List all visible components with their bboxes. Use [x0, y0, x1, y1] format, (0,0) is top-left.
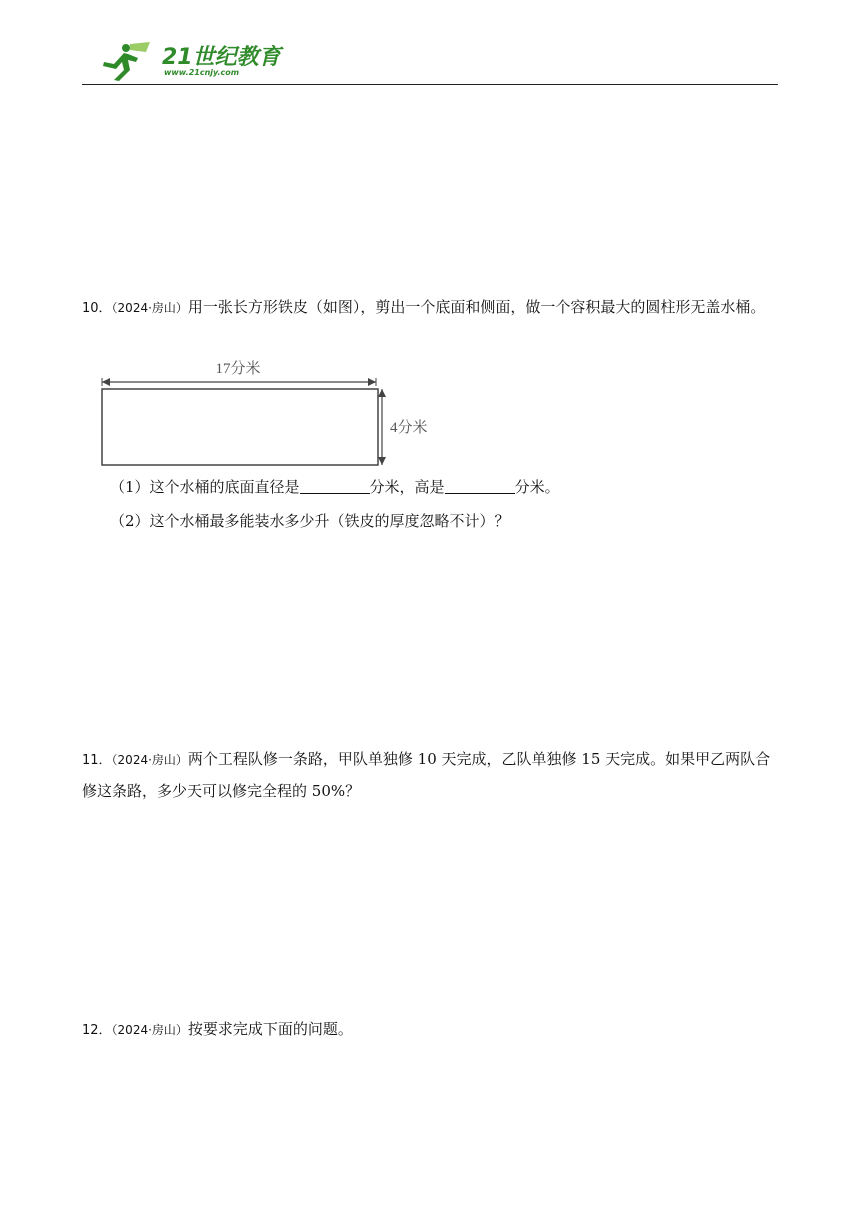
logo-url: www.21cnjy.com — [164, 68, 240, 77]
question-source: （2024·房山） — [111, 301, 188, 315]
part-1-text-b: 分米，高是 — [369, 478, 445, 496]
question-10 — [82, 292, 782, 324]
rectangle-figure — [98, 356, 438, 472]
question-12 — [82, 1014, 782, 1046]
logo-title: 21世纪教育 — [162, 45, 281, 70]
height-arrow-bottom-head — [378, 457, 386, 465]
runner-logo-icon — [100, 40, 160, 82]
height-label: 4分米 — [390, 420, 428, 436]
question-10-part-1 — [110, 475, 560, 499]
height-arrow-top-head — [378, 389, 386, 397]
width-arrow-right-head — [368, 378, 376, 386]
page-header — [82, 38, 778, 86]
sheet-rectangle — [102, 389, 378, 465]
question-source: （2024·房山） — [111, 1023, 188, 1037]
question-number: 10． — [82, 301, 112, 316]
width-label: 17分米 — [215, 361, 261, 377]
question-number: 11． — [82, 753, 112, 768]
question-text: 两个工程队修一条路，甲队单独修 10 天完成，乙队单独修 15 天完成。如果甲乙两队合修这条路，多少天可以修完全程的 50%？ — [82, 750, 771, 800]
part-1-text-a: （1）这个水桶的底面直径是 — [110, 478, 300, 496]
question-number: 12． — [82, 1023, 112, 1038]
header-divider — [82, 84, 778, 85]
question-text: 按要求完成下面的问题。 — [187, 1020, 353, 1038]
question-source: （2024·房山） — [111, 753, 188, 767]
width-arrow-left-head — [102, 378, 110, 386]
site-logo — [100, 38, 300, 84]
question-11 — [82, 744, 782, 806]
rectangle-diagram — [98, 356, 438, 472]
answer-blank-height[interactable] — [445, 477, 515, 494]
question-text: 用一张长方形铁皮（如图），剪出一个底面和侧面，做一个容积最大的圆柱形无盖水桶。 — [187, 298, 766, 316]
part-1-text-c: 分米。 — [514, 478, 560, 496]
answer-blank-diameter[interactable] — [300, 477, 370, 494]
question-10-part-2: （2）这个水桶最多能装水多少升（铁皮的厚度忽略不计）？ — [110, 512, 510, 530]
